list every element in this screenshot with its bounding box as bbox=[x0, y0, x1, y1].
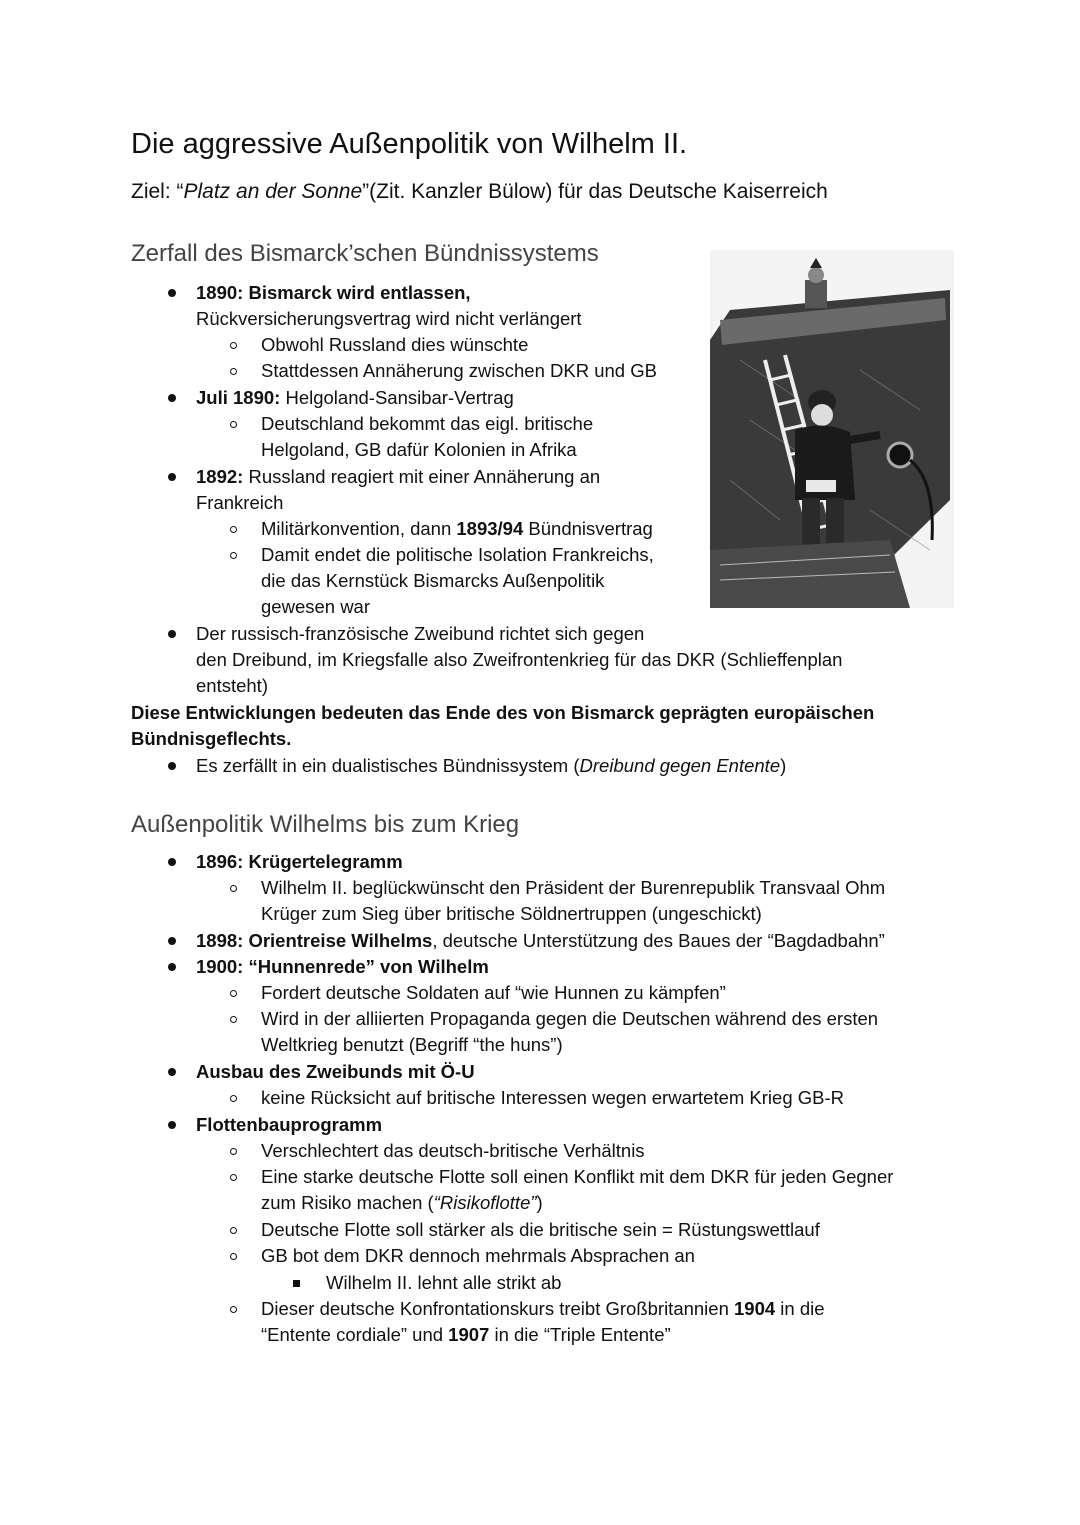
bullet-dot bbox=[168, 1068, 176, 1076]
sub-bullet-circle bbox=[230, 1095, 237, 1102]
dropping-the-pilot-cartoon-icon bbox=[710, 250, 954, 608]
list-item: 1896: Krügertelegramm bbox=[196, 851, 403, 872]
bullet-dot bbox=[168, 937, 176, 945]
sub-list-item-continuation: Helgoland, GB dafür Kolonien in Afrika bbox=[261, 439, 577, 460]
sub-bullet-circle bbox=[230, 1227, 237, 1234]
bullet-dot bbox=[168, 289, 176, 297]
sub-list-item: Verschlechtert das deutsch-britische Verhältnis bbox=[261, 1140, 645, 1161]
sub-sub-bullet-square bbox=[293, 1280, 300, 1287]
list-item: 1898: Orientreise Wilhelms, deutsche Unterstützung des Baues der “Bagdadbahn” bbox=[196, 930, 885, 951]
sub-bullet-circle bbox=[230, 552, 237, 559]
sub-bullet-circle bbox=[230, 1253, 237, 1260]
sub-list-item: Eine starke deutsche Flotte soll einen Konflikt mit dem DKR für jeden Gegner bbox=[261, 1166, 894, 1187]
bullet-dot bbox=[168, 630, 176, 638]
list-item: Es zerfällt in ein dualistisches Bündnissystem (Dreibund gegen Entente) bbox=[196, 755, 787, 776]
list-item-continuation: entsteht) bbox=[196, 675, 268, 696]
sub-list-item: Fordert deutsche Soldaten auf “wie Hunnen zu kämpfen” bbox=[261, 982, 726, 1003]
list-item: Flottenbauprogramm bbox=[196, 1114, 383, 1135]
bullet-dot bbox=[168, 858, 176, 866]
sub-list-item-continuation: “Entente cordiale” und 1907 in die “Triple Entente” bbox=[261, 1324, 671, 1345]
sub-list-item: Dieser deutsche Konfrontationskurs treibt Großbritannien 1904 in die bbox=[261, 1298, 825, 1319]
sub-bullet-circle bbox=[230, 885, 237, 892]
list-item-continuation: den Dreibund, im Kriegsfalle also Zweifrontenkrieg für das DKR (Schlieffenplan bbox=[196, 649, 843, 670]
sub-list-item: Wilhelm II. beglückwünscht den Präsident der Burenrepublik Transvaal Ohm bbox=[261, 877, 886, 898]
sub-list-item-continuation: Krüger zum Sieg über britische Söldnertruppen (ungeschickt) bbox=[261, 903, 762, 924]
bullet-dot bbox=[168, 394, 176, 402]
sub-list-item: Deutschland bekommt das eigl. britische bbox=[261, 413, 594, 434]
bullet-dot bbox=[168, 473, 176, 481]
sub-list-item-continuation: Weltkrieg benutzt (Begriff “the huns”) bbox=[261, 1034, 563, 1055]
list-item: Der russisch-französische Zweibund richtet sich gegen bbox=[196, 623, 645, 644]
summary-text-continuation: Bündnisgeflechts. bbox=[131, 728, 292, 749]
sub-bullet-circle bbox=[230, 1306, 237, 1313]
list-item: Ausbau des Zweibunds mit Ö-U bbox=[196, 1061, 475, 1082]
sub-list-item-continuation: gewesen war bbox=[261, 596, 371, 617]
sub-bullet-circle bbox=[230, 990, 237, 997]
sub-bullet-circle bbox=[230, 1148, 237, 1155]
sub-list-item: Militärkonvention, dann 1893/94 Bündnisvertrag bbox=[261, 518, 653, 539]
sub-bullet-circle bbox=[230, 1174, 237, 1181]
goal-line: Ziel: “Platz an der Sonne”(Zit. Kanzler Bülow) für das Deutsche Kaiserreich bbox=[131, 180, 828, 203]
sub-list-item-continuation: die das Kernstück Bismarcks Außenpolitik bbox=[261, 570, 605, 591]
sub-bullet-circle bbox=[230, 342, 237, 349]
sub-list-item: Deutsche Flotte soll stärker als die britische sein = Rüstungswettlauf bbox=[261, 1219, 820, 1240]
sub-sub-list-item: Wilhelm II. lehnt alle strikt ab bbox=[326, 1272, 562, 1293]
sub-bullet-circle bbox=[230, 1016, 237, 1023]
section-heading-wilhelm: Außenpolitik Wilhelms bis zum Krieg bbox=[131, 811, 520, 838]
bullet-dot bbox=[168, 762, 176, 770]
section-heading-bismarck: Zerfall des Bismarck’schen Bündnissystems bbox=[131, 240, 599, 267]
bullet-dot bbox=[168, 1121, 176, 1129]
list-item-continuation: Rückversicherungsvertrag wird nicht verlängert bbox=[196, 308, 582, 329]
sub-list-item: keine Rücksicht auf britische Interessen wegen erwartetem Krieg GB-R bbox=[261, 1087, 845, 1108]
sub-list-item: Stattdessen Annäherung zwischen DKR und GB bbox=[261, 360, 657, 381]
sub-list-item-continuation: zum Risiko machen (“Risikoflotte”) bbox=[261, 1192, 543, 1213]
summary-text: Diese Entwicklungen bedeuten das Ende des von Bismarck geprägten europäischen bbox=[131, 702, 875, 723]
sub-bullet-circle bbox=[230, 526, 237, 533]
sub-list-item: Wird in der alliierten Propaganda gegen die Deutschen während des ersten bbox=[261, 1008, 879, 1029]
list-item-continuation: Frankreich bbox=[196, 492, 284, 513]
list-item: 1890: Bismarck wird entlassen, bbox=[196, 282, 471, 303]
sub-list-item: GB bot dem DKR dennoch mehrmals Absprachen an bbox=[261, 1245, 695, 1266]
sub-bullet-circle bbox=[230, 368, 237, 375]
bullet-dot bbox=[168, 963, 176, 971]
sub-bullet-circle bbox=[230, 421, 237, 428]
list-item: Juli 1890: Helgoland-Sansibar-Vertrag bbox=[196, 387, 514, 408]
page-title: Die aggressive Außenpolitik von Wilhelm II. bbox=[131, 128, 688, 160]
list-item: 1900: “Hunnenrede” von Wilhelm bbox=[196, 956, 489, 977]
sub-list-item: Damit endet die politische Isolation Frankreichs, bbox=[261, 544, 654, 565]
list-item: 1892: Russland reagiert mit einer Annäherung an bbox=[196, 466, 601, 487]
sub-list-item: Obwohl Russland dies wünschte bbox=[261, 334, 529, 355]
